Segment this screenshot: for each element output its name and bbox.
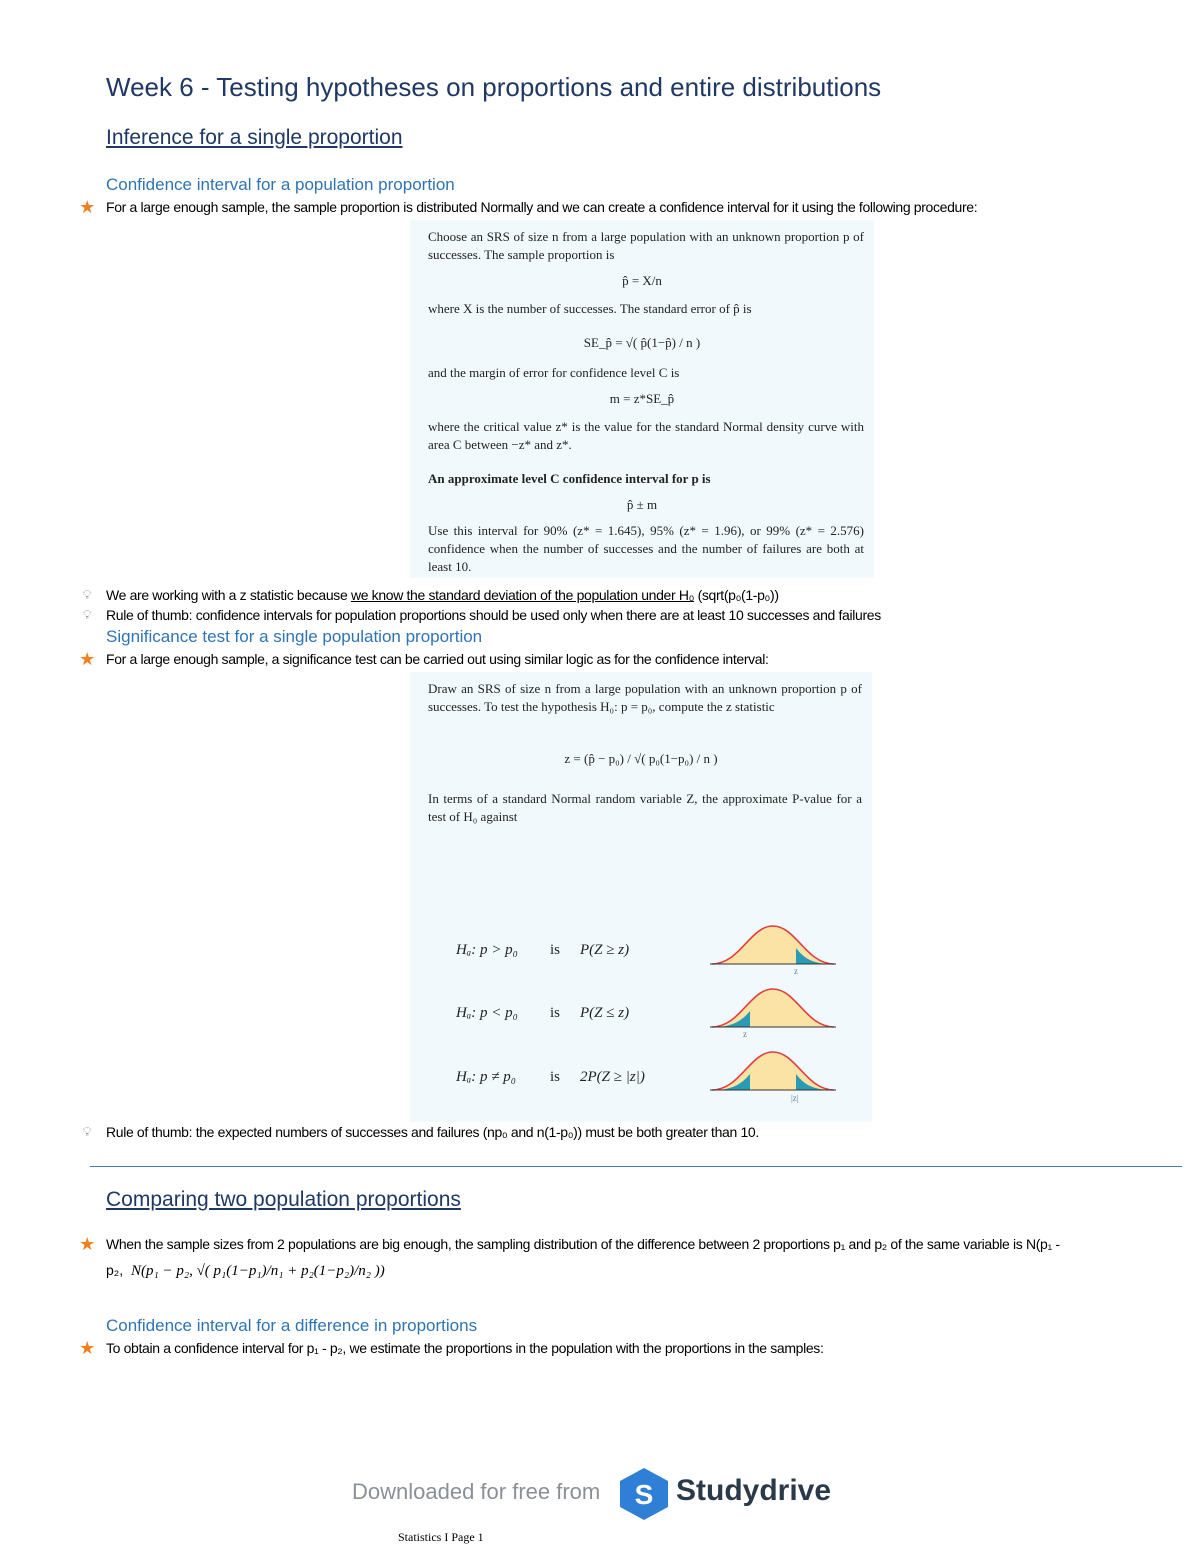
alt-hypothesis-greater: Hₐ: p > p₀ [456, 942, 518, 958]
svg-text:S: S [634, 1479, 654, 1510]
bullet-text: When the sample sizes from 2 populations are big enough, the sampling distribution of the difference between 2 proportions p₁ and p₂ of the same variable is N(p₁ - [106, 1236, 1060, 1252]
lightbulb-icon: 💡︎ [82, 1124, 92, 1139]
box2-text-1: Draw an SRS of size n from a large population with an unknown proportion p of successes. To test the hypothesis H₀: p = p₀, compute the z statistic [428, 681, 862, 714]
significance-test-box [410, 672, 872, 1122]
p-value-two-sided: 2P(Z ≥ |z|) [580, 1069, 645, 1085]
tip-text: Rule of thumb: confidence intervals for population proportions should be used only when there are at least 10 successes and failures [106, 607, 881, 623]
formula-margin-of-error: m = z*SE_p̂ [609, 391, 675, 406]
alt-hypothesis-less: Hₐ: p < p₀ [456, 1005, 518, 1021]
lightbulb-icon: 💡︎ [82, 587, 92, 602]
p-value-greater: P(Z ≥ z) [580, 942, 630, 958]
box2-text-2: In terms of a standard Normal random variable Z, the approximate P-value for a test of H₀ against [428, 791, 862, 824]
formula-standard-error: SE_p̂ = √( p̂(1−p̂) / n ) [583, 335, 701, 350]
is-label: is [550, 1069, 561, 1085]
formula-z-statistic: z = (p̂ − p₀) / √( p₀(1−p₀) / n ) [564, 751, 718, 766]
alt-hypothesis-not-equal: Hₐ: p ≠ p₀ [456, 1069, 516, 1085]
axis-label-abs-z: |z| [791, 1093, 799, 1103]
subheading-ci-population-proportion: Confidence interval for a population proportion [106, 175, 455, 194]
bullet-text: For a large enough sample, a significance test can be carried out using similar logic as for the confidence interval: [106, 651, 769, 667]
lightbulb-icon: 💡︎ [82, 607, 92, 622]
bullet-text: For a large enough sample, the sample proportion is distributed Normally and we can create a confidence interval for it using the following procedure: [106, 199, 978, 215]
section-heading-single-proportion: Inference for a single proportion [106, 126, 403, 149]
tip-text: Rule of thumb: the expected numbers of successes and failures (np₀ and n(1-p₀)) must be both greater than 10. [106, 1124, 759, 1140]
p-value-less: P(Z ≤ z) [580, 1005, 630, 1021]
is-label: is [550, 1005, 561, 1021]
ci-procedure-box [410, 220, 874, 578]
formula-difference-distribution: N(p₁ − p₂, √( p₁(1−p₁)/n₁ + p₂(1−p₂)/n₂ )) [131, 1263, 385, 1279]
tip1-underlined: we know the standard deviation of the population under H₀ [350, 587, 695, 603]
tip1-post: (sqrt(p₀(1-p₀)) [694, 587, 779, 603]
page-footer: Statistics I Page 1 [398, 1530, 484, 1544]
normal-curve-two-tails [710, 1048, 836, 1094]
section-heading-two-proportions: Comparing two population proportions [106, 1188, 461, 1211]
formula-sample-proportion: p̂ = X/n [622, 273, 662, 288]
star-icon: ★ [79, 197, 95, 217]
box1-text-4: where the critical value z* is the value for the standard Normal density curve with area C between −z* and z*. [428, 419, 864, 452]
box1-text-6: Use this interval for 90% (z* = 1.645), 95% (z* = 1.96), or 99% (z* = 2.576) confidence when the number of successes and the number of failures are both at least 10. [428, 523, 864, 574]
star-icon: ★ [79, 649, 95, 669]
normal-curve-left-tail [710, 985, 836, 1031]
star-icon: ★ [79, 1338, 95, 1358]
bullet-text: To obtain a confidence interval for p₁ - p₂, we estimate the proportions in the population with the proportions in the samples: [106, 1340, 824, 1356]
studydrive-brand[interactable]: Studydrive [676, 1474, 832, 1507]
box1-text-2: where X is the number of successes. The standard error of p̂ is [428, 301, 752, 316]
box1-text-3: and the margin of error for confidence level C is [428, 365, 680, 380]
tip1-pre: We are working with a z statistic because [106, 587, 351, 603]
subheading-significance-test: Significance test for a single population proportion [106, 627, 483, 646]
axis-label-z: z [743, 1029, 747, 1039]
page-title: Week 6 - Testing hypotheses on proportions and entire distributions [106, 72, 882, 102]
axis-label-z: z [794, 966, 798, 976]
continuation-text: p₂, [106, 1262, 124, 1278]
formula-confidence-interval: p̂ ± m [626, 497, 658, 512]
star-icon: ★ [79, 1234, 95, 1254]
studydrive-logo-icon [618, 1466, 670, 1522]
is-label: is [550, 942, 561, 958]
subheading-ci-difference: Confidence interval for a difference in proportions [106, 1316, 478, 1335]
bullet-continuation [106, 1262, 385, 1280]
downloaded-from-text: Downloaded for free from [352, 1479, 601, 1504]
box1-text-5: An approximate level C confidence interval for p is [428, 471, 711, 486]
normal-curve-right-tail [710, 922, 836, 968]
box1-text-1: Choose an SRS of size n from a large population with an unknown proportion p of successes. The sample proportion is [428, 229, 864, 262]
section-divider [90, 1166, 1182, 1167]
